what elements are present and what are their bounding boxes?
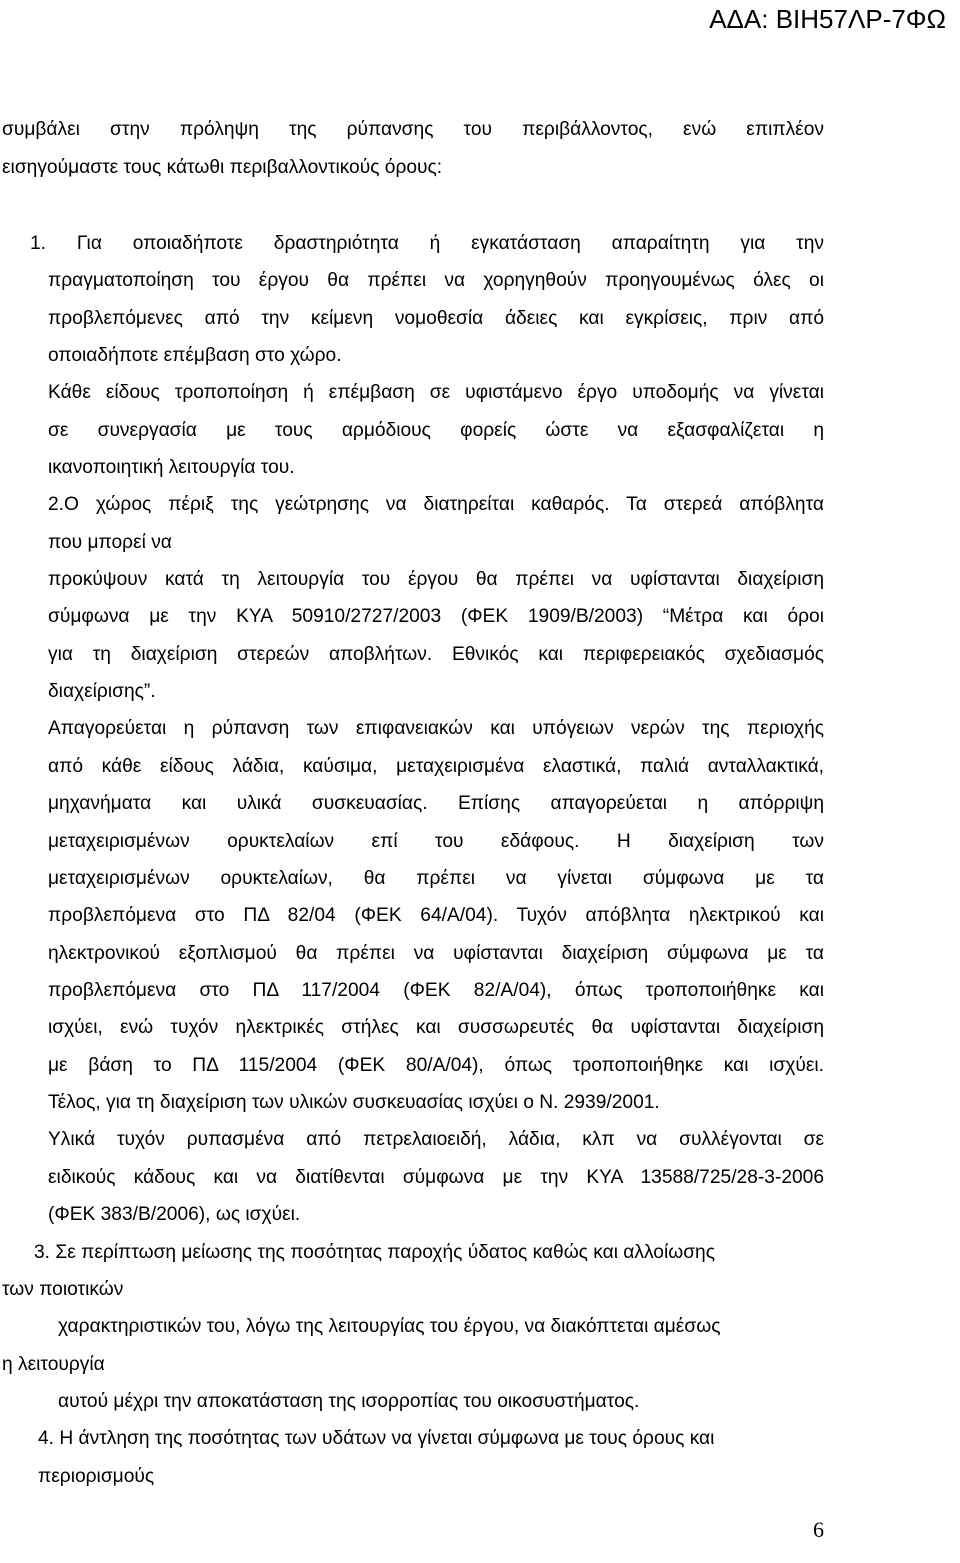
text-line: διαχείρισης”.: [48, 681, 156, 702]
text-line: η λειτουργία: [2, 1354, 105, 1375]
text-line: σε συνεργασία με τους αρμόδιους φορείς ώστε να εξασφαλίζεται η: [48, 420, 824, 441]
text-line: ικανοποιητική λειτουργία του.: [48, 457, 295, 478]
text-line: προκύψουν κατά τη λειτουργία του έργου θα πρέπει να υφίστανται διαχείριση: [48, 569, 824, 590]
text-line: μηχανήματα και υλικά συσκευασίας. Επίσης απαγορεύεται η απόρριψη: [48, 793, 824, 814]
text-line: 2.Ο χώρος πέριξ της γεώτρησης να διατηρείται καθαρός. Τα στερεά απόβλητα: [48, 494, 824, 515]
text-line: οποιαδήποτε επέμβαση στο χώρο.: [48, 345, 342, 366]
text-line: από κάθε είδους λάδια, καύσιμα, μεταχειρισμένα ελαστικά, παλιά ανταλλακτικά,: [48, 756, 824, 777]
text-line: Τέλος, για τη διαχείριση των υλικών συσκευασίας ισχύει ο Ν. 2939/2001.: [48, 1092, 660, 1113]
text-line: χαρακτηριστικών του, λόγω της λειτουργίας του έργου, να διακόπτεται αμέσως: [58, 1316, 721, 1337]
text-line: εισηγούμαστε τους κάτωθι περιβαλλοντικούς όρους:: [2, 157, 443, 178]
text-line: των ποιοτικών: [2, 1279, 124, 1300]
page-number: 6: [813, 1517, 824, 1542]
text-line: ειδικούς κάδους και να διατίθενται σύμφωνα με την ΚΥΑ 13588/725/28-3-2006: [48, 1167, 824, 1188]
text-line: 1. Για οποιαδήποτε δραστηριότητα ή εγκατάσταση απαραίτητη για την: [30, 233, 824, 254]
text-line: με βάση το ΠΔ 115/2004 (ΦΕΚ 80/Α/04), όπως τροποποιήθηκε και ισχύει.: [48, 1055, 824, 1076]
text-line: μεταχειρισμένων ορυκτελαίων, θα πρέπει να γίνεται σύμφωνα με τα: [48, 868, 824, 889]
text-line: προβλεπόμενα στο ΠΔ 117/2004 (ΦΕΚ 82/Α/04), όπως τροποποιήθηκε και: [48, 980, 824, 1001]
text-line: 3. Σε περίπτωση μείωσης της ποσότητας παροχής ύδατος καθώς και αλλοίωσης: [34, 1242, 715, 1263]
document-id-header: ΑΔΑ: ΒΙΗ57ΛΡ-7ΦΩ: [709, 4, 946, 34]
text-line: σύμφωνα με την ΚΥΑ 50910/2727/2003 (ΦΕΚ 1909/Β/2003) “Μέτρα και όροι: [48, 606, 824, 627]
text-line: πραγματοποίηση του έργου θα πρέπει να χορηγηθούν προηγουμένως όλες οι: [48, 270, 824, 291]
text-line: Κάθε είδους τροποποίηση ή επέμβαση σε υφιστάμενο έργο υποδομής να γίνεται: [48, 382, 824, 403]
text-line: συμβάλει στην πρόληψη της ρύπανσης του περιβάλλοντος, ενώ επιπλέον: [2, 119, 824, 140]
text-line: (ΦΕΚ 383/Β/2006), ως ισχύει.: [48, 1204, 301, 1225]
text-line: ισχύει, ενώ τυχόν ηλεκτρικές στήλες και συσσωρευτές θα υφίστανται διαχείριση: [48, 1017, 824, 1038]
text-line: Υλικά τυχόν ρυπασμένα από πετρελαιοειδή, λάδια, κλπ να συλλέγονται σε: [48, 1129, 824, 1150]
text-line: προβλεπόμενες από την κείμενη νομοθεσία άδειες και εγκρίσεις, πριν από: [48, 308, 824, 329]
text-line: ηλεκτρονικού εξοπλισμού θα πρέπει να υφίστανται διαχείριση σύμφωνα με τα: [48, 943, 824, 964]
text-line: μεταχειρισμένων ορυκτελαίων επί του εδάφους. Η διαχείριση των: [48, 831, 824, 852]
text-line: περιορισμούς: [38, 1466, 155, 1487]
text-line: Απαγορεύεται η ρύπανση των επιφανειακών και υπόγειων νερών της περιοχής: [48, 718, 824, 739]
text-line: για τη διαχείριση στερεών αποβλήτων. Εθνικός και περιφερειακός σχεδιασμός: [48, 644, 824, 665]
text-line: 4. Η άντληση της ποσότητας των υδάτων να γίνεται σύμφωνα με τους όρους και: [38, 1428, 715, 1449]
text-line: προβλεπόμενα στο ΠΔ 82/04 (ΦΕΚ 64/Α/04). Τυχόν απόβλητα ηλεκτρικού και: [48, 905, 824, 926]
text-line: που μπορεί να: [48, 532, 172, 553]
text-line: αυτού μέχρι την αποκατάσταση της ισορροπίας του οικοσυστήματος.: [58, 1391, 640, 1412]
